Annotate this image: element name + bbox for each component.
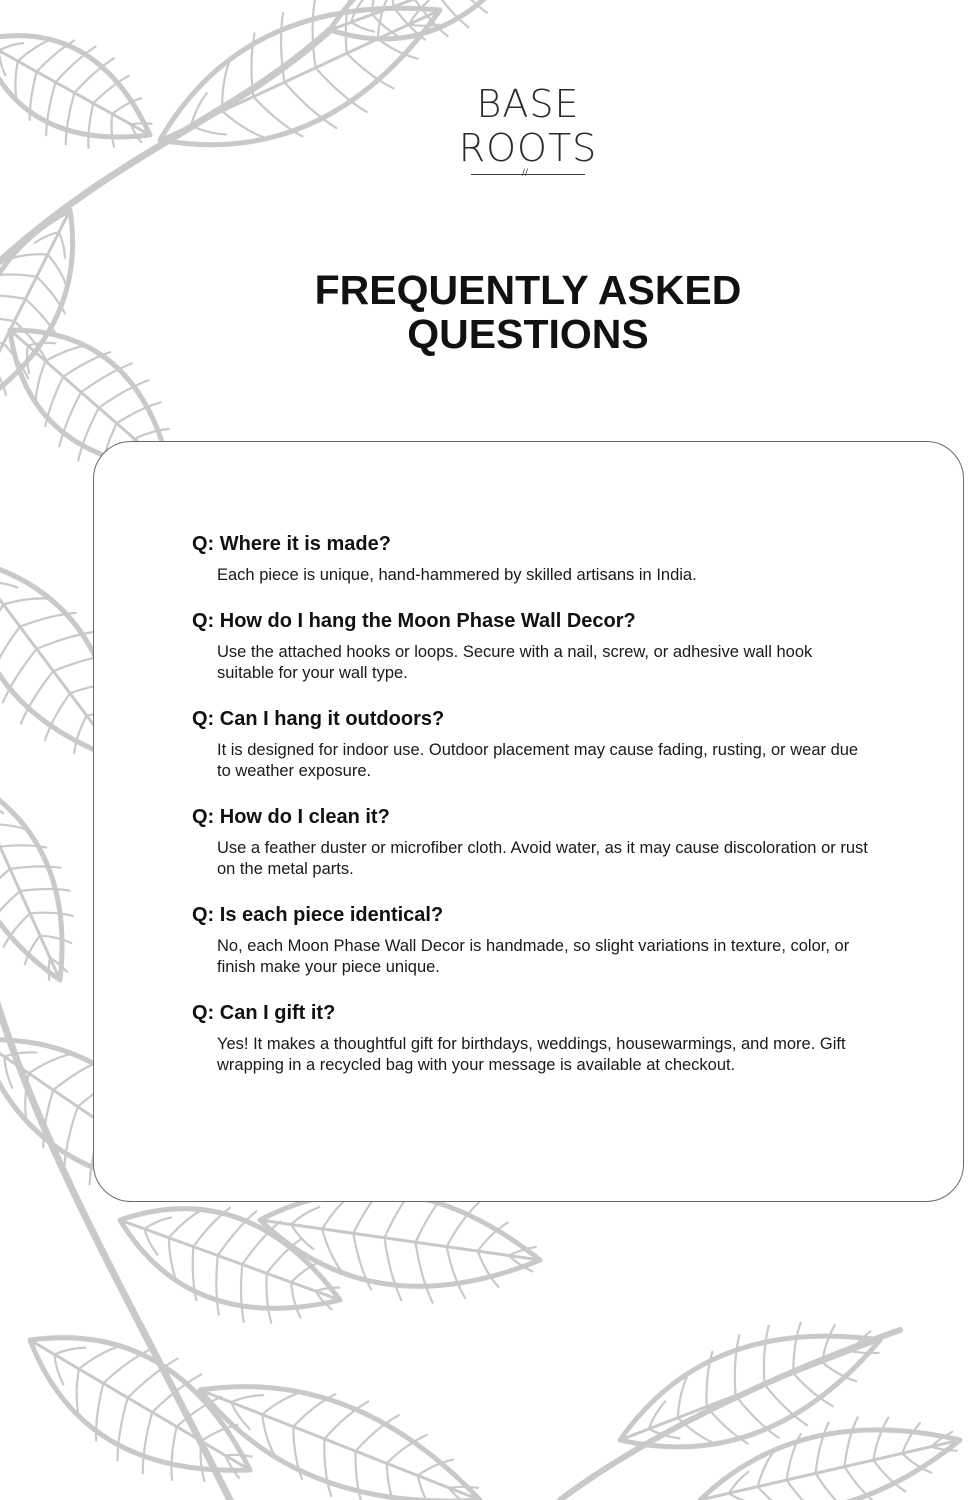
leaf-stroke — [36, 361, 46, 401]
leaf-stroke — [764, 1326, 769, 1385]
leaf-stroke — [735, 1335, 739, 1395]
leaf-stroke — [729, 1493, 756, 1500]
leaf-stroke — [266, 1273, 271, 1322]
leaf-stroke — [143, 1412, 152, 1473]
leaf-stroke — [351, 22, 374, 31]
faq-card — [93, 441, 964, 1202]
leaf-stroke — [30, 913, 73, 916]
leaf-stroke — [844, 1417, 857, 1466]
faq-answer: It is designed for indoor use. Outdoor placement may cause fading, rusting, or wear due to weather exposure. — [217, 740, 859, 780]
leaf-stroke — [0, 43, 23, 50]
leaf-stroke — [787, 1480, 820, 1500]
page-title-line-1: FREQUENTLY ASKED — [314, 267, 742, 313]
leaf-stroke — [171, 1427, 176, 1480]
leaf-stroke — [231, 1395, 263, 1402]
faq-item — [192, 707, 872, 783]
leaf-stroke — [291, 1282, 301, 1317]
page-title-line-2: QUESTIONS — [407, 311, 649, 357]
brand-underline — [471, 168, 585, 178]
leaf-stroke — [0, 845, 46, 847]
leaf-stroke — [20, 889, 69, 891]
leaf-stroke — [77, 1369, 79, 1415]
faq-answer: Use the attached hooks or loops. Secure with a nail, screw, or adhesive wall hook suitable for your wall type. — [217, 642, 813, 682]
leaf-stroke — [816, 1423, 829, 1474]
leaf-stroke — [66, 93, 75, 145]
brand-mark: // — [522, 168, 529, 178]
faq-item — [192, 1001, 872, 1077]
leaf-stroke — [0, 891, 20, 928]
leaf-stroke — [88, 103, 93, 148]
leaf-stroke — [37, 41, 74, 72]
leaf-stroke — [3, 598, 48, 604]
leaf-stroke — [45, 377, 63, 427]
faq-answer: Yes! It makes a thoughtful gift for birthdays, weddings, housewarmings, and more. Gift wrapping in a recycled bag with your message is available at checkout. — [217, 1034, 846, 1074]
leaf-stroke — [0, 604, 3, 646]
faq-item — [192, 609, 872, 685]
brand-line-1: BASE — [476, 82, 580, 126]
leaf-stroke — [758, 1487, 788, 1500]
leaf-stroke — [169, 1210, 201, 1238]
leaf-stroke — [112, 114, 114, 147]
faq-question: Q: Where it is made? — [192, 533, 391, 555]
leaf-stroke — [0, 582, 17, 587]
leaf-stroke — [216, 1256, 218, 1315]
leaf-stroke — [3, 649, 37, 703]
faq-question: Q: Can I hang it outdoors? — [192, 707, 445, 730]
page-title — [0, 268, 968, 356]
leaf-stroke — [191, 126, 226, 135]
leaf-stroke — [378, 0, 389, 39]
faq-answer: No, each Moon Phase Wall Decor is handmade, so slight variations in texture, color, or finish make your piece unique. — [217, 936, 850, 976]
leaf-stroke — [0, 627, 20, 677]
leaf-stroke — [241, 1264, 244, 1321]
leaf-stroke — [851, 1351, 879, 1353]
leaf-stroke — [144, 1217, 171, 1228]
leaf-stroke — [416, 1242, 433, 1302]
leaf-stroke — [449, 1487, 478, 1488]
leaf-stroke — [447, 1247, 465, 1298]
faq-item — [192, 532, 872, 587]
leaf-stroke — [0, 40, 150, 135]
faq-question: Q: How do I clean it? — [192, 805, 390, 828]
leaf-stroke — [49, 958, 50, 980]
leaf-stroke — [134, 429, 168, 439]
faq-question: Q: Is each piece identical? — [192, 903, 444, 926]
faq-question: Q: Can I gift it? — [192, 1001, 336, 1024]
leaf-stroke — [291, 1207, 319, 1225]
faq-answer: Use a feather duster or microfiber cloth. Avoid water, as it may cause discoloration or rust on the metal parts. — [217, 838, 868, 878]
leaf-stroke — [30, 1340, 250, 1470]
faq-list — [192, 532, 872, 1099]
leaf-stroke — [384, 1238, 401, 1300]
leaf-stroke — [222, 111, 265, 138]
leaf-stroke — [324, 1439, 331, 1496]
leaf-stroke — [10, 866, 60, 868]
leaf-stroke — [816, 1473, 850, 1500]
leaf-stroke — [40, 936, 71, 944]
leaf-stroke — [15, 61, 17, 99]
leaf-stroke — [131, 123, 151, 124]
faq-item — [192, 805, 872, 881]
leaf-stroke — [620, 1340, 880, 1440]
leaf-stroke — [873, 1418, 888, 1460]
leaf-stroke — [79, 1346, 119, 1369]
brand-line-2: ROOTS — [458, 126, 598, 170]
faq-question: Q: How do I hang the Moon Phase Wall Decor? — [192, 609, 636, 632]
leaf-stroke — [678, 1418, 715, 1444]
faq-answer: Each piece is unique, hand-hammered by skilled artisans in India. — [217, 566, 697, 584]
faq-item — [192, 903, 872, 979]
leaf-stroke — [160, 10, 440, 140]
brand-logo — [458, 82, 598, 178]
leaf-stroke — [59, 232, 65, 257]
leaf-stroke — [54, 1348, 85, 1355]
leaf-stroke — [4, 1052, 36, 1056]
leaf-stroke — [29, 1054, 71, 1073]
leaf-stroke — [262, 1393, 300, 1415]
leaf-stroke — [313, 0, 316, 68]
